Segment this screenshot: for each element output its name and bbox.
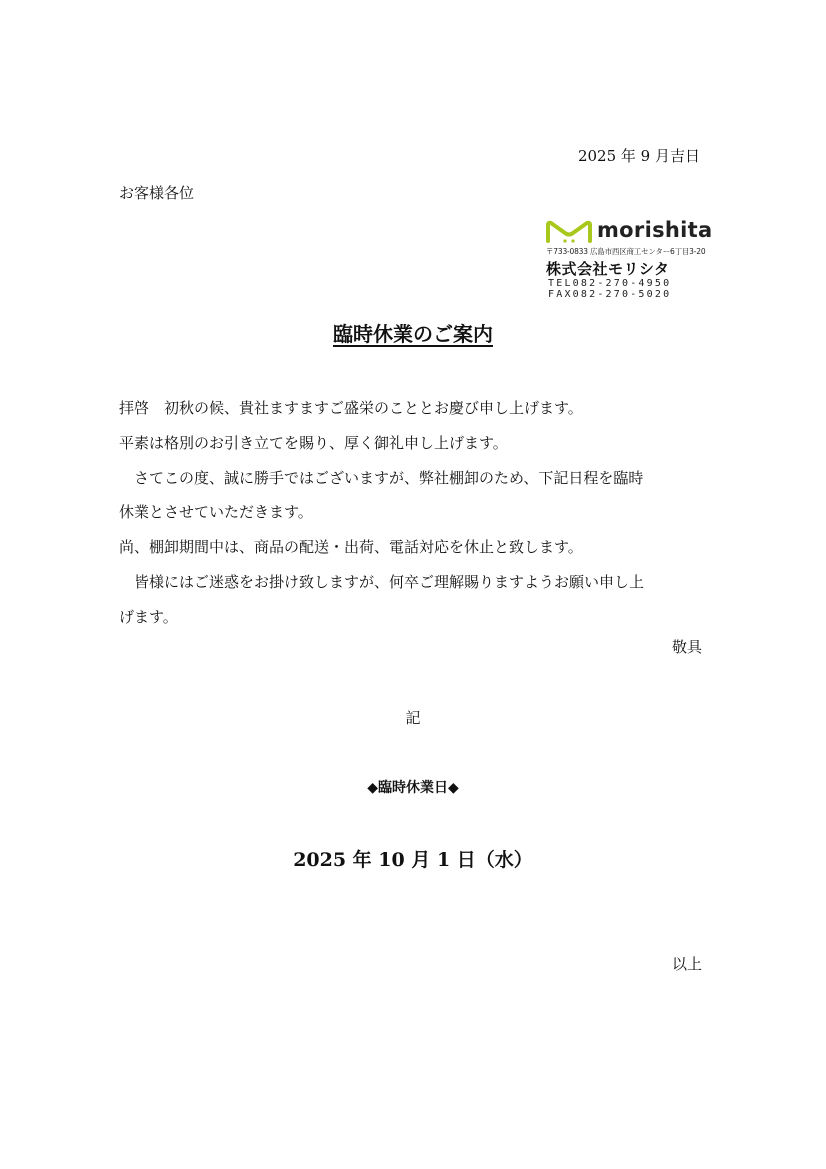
- letter-body: [119, 391, 709, 635]
- body-line: 平素は格別のお引き立てを賜り、厚く御礼申し上げます。: [119, 433, 508, 452]
- end-mark: 以上: [671, 955, 702, 973]
- logo-company: 株式会社モリシタ: [546, 260, 670, 278]
- logo-brand: morishita: [597, 218, 713, 242]
- ki-note: 記: [405, 709, 421, 727]
- body-line: さてこの度、誠に勝手ではございますが、弊社棚卸のため、下記日程を臨時: [119, 468, 644, 487]
- morishita-logo-icon: [545, 220, 593, 244]
- logo-tel: TEL082-270-4950: [548, 278, 672, 289]
- body-line: げます。: [119, 607, 178, 626]
- page-title-text: 臨時休業のご案内: [333, 322, 493, 346]
- logo-fax: FAX082-270-5020: [548, 289, 672, 300]
- company-logo: [545, 218, 713, 302]
- closing-word: 敬具: [671, 638, 702, 656]
- letter-date: 2025 年 9 月吉日: [577, 147, 700, 165]
- holiday-heading: ◆臨時休業日◆: [367, 780, 459, 796]
- body-line: 拝啓 初秋の候、貴社ますますご盛栄のこととお慶び申し上げます。: [119, 399, 583, 417]
- recipient: お客様各位: [119, 184, 195, 202]
- body-line: 尚、棚卸期間中は、商品の配送・出荷、電話対応を休止と致します。: [119, 538, 583, 557]
- holiday-date: 2025 年 10 月 1 日（水）: [293, 849, 533, 871]
- page-title: [0, 318, 826, 347]
- body-line: 休業とさせていただきます。: [119, 503, 313, 522]
- logo-address: 〒733-0833 広島市西区商工センター6丁目3-20: [546, 247, 706, 256]
- body-line: 皆様にはご迷惑をお掛け致しますが、何卒ご理解賜りますようお願い申し上: [119, 572, 645, 591]
